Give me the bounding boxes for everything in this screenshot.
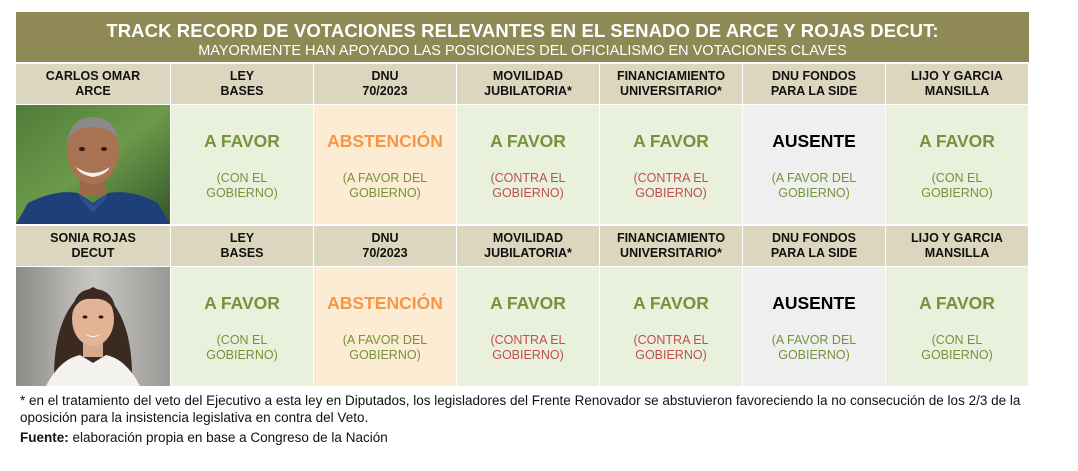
vote-position: (CON EL GOBIERNO) [206,333,278,362]
table-title: TRACK RECORD DE VOTACIONES RELEVANTES EN EL SENADO DE ARCE Y ROJAS DECUT: [106,20,939,41]
vote-cell [743,105,885,224]
column-header: FINANCIAMIENTO UNIVERSITARIO* [600,226,742,266]
vote-value: A FAVOR [204,131,280,151]
column-header: DNU FONDOS PARA LA SIDE [743,226,885,266]
vote-position: (CONTRA EL GOBIERNO) [490,333,566,362]
vote-cell [171,267,313,386]
vote-cell [886,105,1028,224]
senator-votes-row [16,104,1029,224]
column-header: MOVILIDAD JUBILATORIA* [457,226,599,266]
vote-position: (A FAVOR DEL GOBIERNO) [342,171,428,200]
table-subtitle: MAYORMENTE HAN APOYADO LAS POSICIONES DEL OFICIALISMO EN VOTACIONES CLAVES [198,43,847,59]
vote-cell [457,267,599,386]
footnote-text: * en el tratamiento del veto del Ejecutivo a esta ley en Diputados, los legisladores del Frente Renovador se abstuvieron favoreciendo la no consecución de los 2/3 de la oposición para la insistencia legislativa en contra del Veto. [20,393,1021,425]
vote-value: A FAVOR [919,293,995,313]
vote-value: A FAVOR [633,293,709,313]
column-header: DNU 70/2023 [314,64,456,104]
column-header: LEY BASES [171,226,313,266]
vote-cell [171,105,313,224]
vote-position: (A FAVOR DEL GOBIERNO) [771,171,857,200]
source-label: Fuente: [20,430,69,445]
senator-header-row [16,62,1029,104]
senator-photo-arce [16,105,170,224]
vote-cell [743,267,885,386]
column-header: MOVILIDAD JUBILATORIA* [457,64,599,104]
vote-position: (CONTRA EL GOBIERNO) [633,171,709,200]
column-header: DNU FONDOS PARA LA SIDE [743,64,885,104]
vote-value: AUSENTE [772,293,856,313]
vote-value: A FAVOR [204,293,280,313]
vote-value: A FAVOR [490,131,566,151]
vote-value: A FAVOR [633,131,709,151]
vote-cell [314,105,456,224]
column-header: LEY BASES [171,64,313,104]
senator-votes-row [16,266,1029,386]
column-header: LIJO Y GARCIA MANSILLA [886,64,1028,104]
column-header: FINANCIAMIENTO UNIVERSITARIO* [600,64,742,104]
vote-position: (A FAVOR DEL GOBIERNO) [771,333,857,362]
senator-header-row [16,224,1029,266]
vote-value: ABSTENCIÓN [327,293,443,313]
column-header: DNU 70/2023 [314,226,456,266]
vote-cell [314,267,456,386]
vote-value: A FAVOR [490,293,566,313]
source-text: elaboración propia en base a Congreso de la Nación [68,430,388,445]
clipped-previous-line [0,0,1078,12]
vote-position: (CON EL GOBIERNO) [206,171,278,200]
vote-value: A FAVOR [919,131,995,151]
vote-value: AUSENTE [772,131,856,151]
vote-position: (CON EL GOBIERNO) [921,171,993,200]
vote-cell [457,105,599,224]
vote-cell [600,267,742,386]
vote-position: (A FAVOR DEL GOBIERNO) [342,333,428,362]
table-header [16,12,1029,62]
vote-position: (CONTRA EL GOBIERNO) [490,171,566,200]
vote-cell [600,105,742,224]
column-header: LIJO Y GARCIA MANSILLA [886,226,1028,266]
vote-value: ABSTENCIÓN [327,131,443,151]
senator-name: CARLOS OMAR ARCE [16,64,170,104]
senator-photo-rojas-decut [16,267,170,386]
votes-table [16,12,1029,386]
senator-name: SONIA ROJAS DECUT [16,226,170,266]
vote-position: (CONTRA EL GOBIERNO) [633,333,709,362]
vote-position: (CON EL GOBIERNO) [921,333,993,362]
footnotes [20,392,1060,446]
source-line [20,429,1060,446]
vote-cell [886,267,1028,386]
